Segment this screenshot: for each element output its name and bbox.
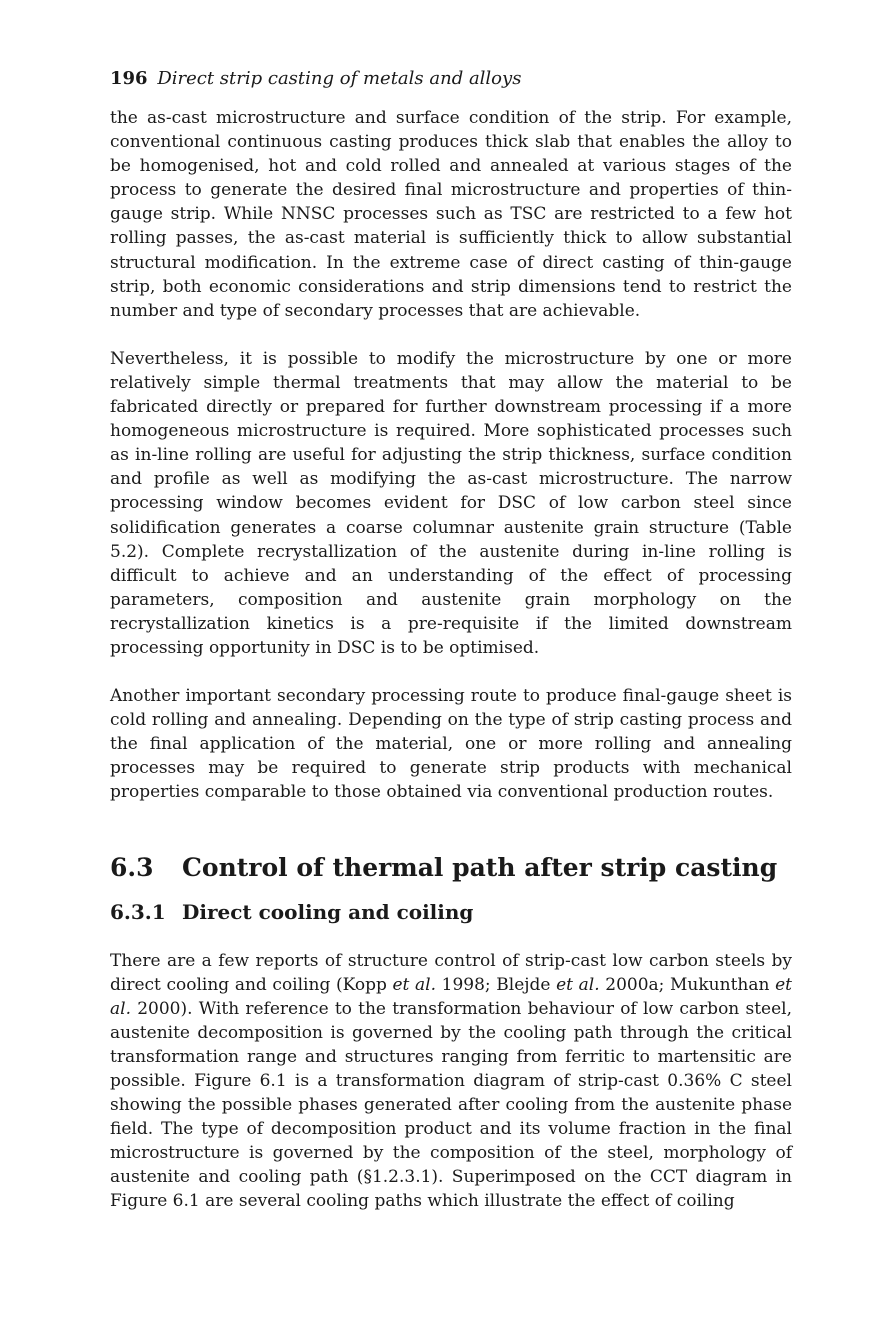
- subsection-heading: [110, 897, 792, 927]
- paragraph-1: the as-cast microstructure and surface condition of the strip. For example, conventional continuous casting produces thick slab that enables the alloy to be homogenised, hot and cold rolled and annealed at various stages of the process to generate the desired final microstructure and properties of thin-gauge strip. While NNSC processes such as TSC are restricted to a few hot rolling passes, the as-cast material is sufficiently thick to allow substantial structural modification. In the extreme case of direct casting of thin-gauge strip, both economic considerations and strip dimensions tend to restrict the number and type of secondary processes that are achievable.: [110, 108, 792, 321]
- paragraph-2: Nevertheless, it is possible to modify the microstructure by one or more relatively simple thermal treatments that may allow the material to be fabricated directly or prepared for further downstream processing if a more homogeneous microstructure is required. More sophisticated processes such as in-line rolling are useful for adjusting the strip thickness, surface condition and profile as well as modifying the as-cast microstructure. The narrow processing window becomes evident for DSC of low carbon steel since solidification generates a coarse columnar austenite grain structure (Table 5.2). Complete recrystallization of the austenite during in-line rolling is difficult to achieve and an understanding of the effect of processing parameters, composition and austenite grain morphology on the recrystallization kinetics is a pre-requisite if the limited downstream processing opportunity in DSC is to be optimised.: [110, 348, 792, 658]
- paragraph-4-text-4: 2000). With reference to the transformation behaviour of low carbon steel, austenite decomposition is governed by the cooling path through the critical transformation range and structures ranging from ferritic to martensitic are possible. Figure 6.1 is a transformation diagram of strip-cast 0.36% C steel showing the possible phases generated after cooling from the austenite phase field. The type of decomposition product and its volume fraction in the final microstructure is governed by the composition of the steel, morphology of austenite and cooling path (§1.2.3.1). Superimposed on the CCT diagram in Figure 6.1 are several cooling paths which illustrate the effect of coiling: [110, 998, 792, 1212]
- running-head: [110, 66, 792, 92]
- page-number: 196: [110, 68, 148, 89]
- subsection-title: Direct cooling and coiling: [182, 899, 474, 924]
- subsection-number: 6.3.1: [110, 899, 166, 924]
- paragraph-3: Another important secondary processing route to produce final-gauge sheet is cold rolling and annealing. Depending on the type of strip casting process and the final application of the material, one or more rolling and annealing processes may be required to generate strip products with mechanical properties comparable to those obtained via conventional production routes.: [110, 686, 792, 803]
- paragraph-4-text-1: There are a few reports of structure control of strip-cast low carbon steels by direct cooling and coiling (Kopp: [110, 950, 792, 995]
- section-title: Control of thermal path after strip casting: [182, 852, 778, 882]
- paragraph-4: [110, 949, 792, 1214]
- book-title: Direct strip casting of metals and alloys: [157, 68, 522, 89]
- section-number: 6.3: [110, 852, 154, 882]
- section-heading: [110, 851, 792, 885]
- paragraph-4-text-2: 1998; Blejde: [436, 974, 557, 995]
- page-content: [110, 66, 792, 1214]
- paragraph-4-text-3: 2000a; Mukunthan: [599, 974, 776, 995]
- citation-et-al-1: et al.: [392, 974, 436, 995]
- citation-et-al-2: et al.: [556, 974, 600, 995]
- citation-et-al-3: et al.: [110, 974, 792, 1019]
